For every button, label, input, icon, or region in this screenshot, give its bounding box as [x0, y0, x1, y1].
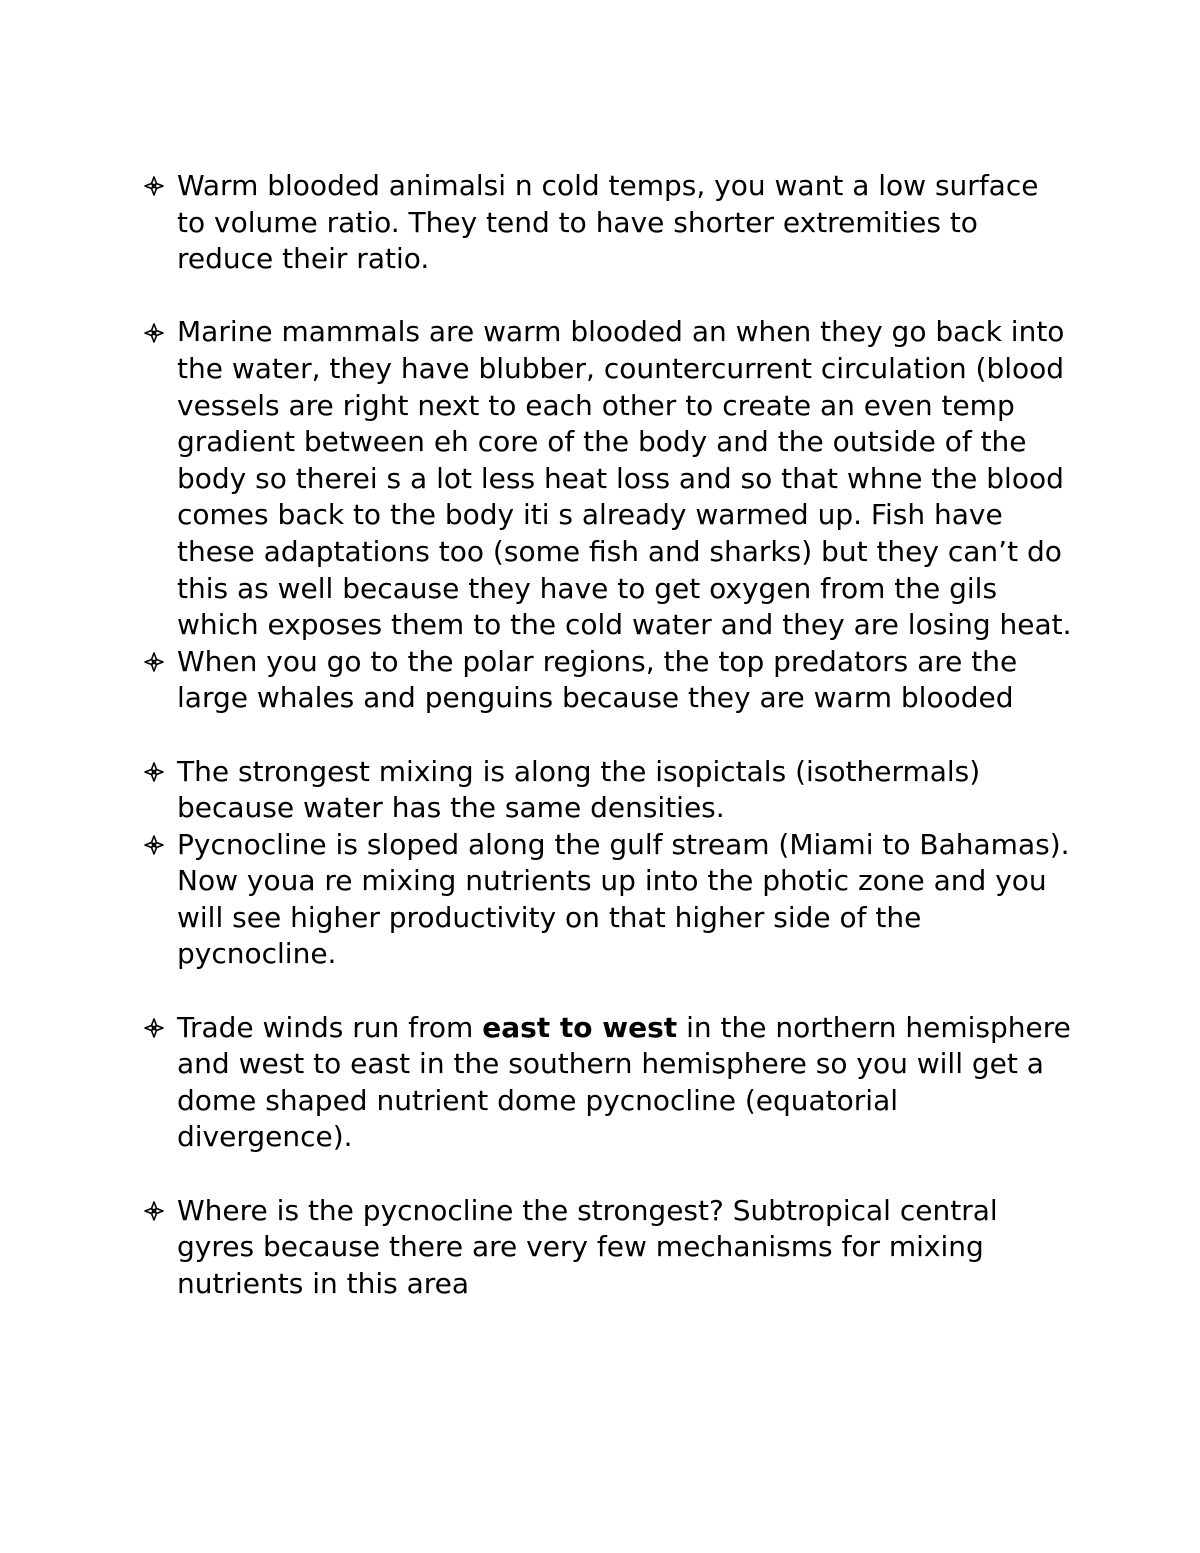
bullet-text-after: in the northern hemisphere and west to east in the southern hemisphere so you will get a dome shaped nutrient dome pycnocline (equatorial divergence).: [177, 1010, 1071, 1154]
list-item: [143, 754, 1073, 827]
bullet-list: [143, 168, 1073, 1302]
list-item: [143, 168, 1073, 278]
four-diamond-star-icon: [143, 314, 169, 351]
bullet-text: Where is the pycnocline the strongest? Subtropical central gyres because there are very few mechanisms for mixing nutrients in this area: [177, 1193, 998, 1300]
bullet-text: Warm blooded animalsi n cold temps, you want a low surface to volume ratio. They tend to have shorter extremities to reduce their ratio.: [177, 169, 1039, 276]
four-diamond-star-icon: [143, 1010, 169, 1047]
list-item: [143, 1193, 1073, 1303]
four-diamond-star-icon: [143, 168, 169, 205]
four-diamond-star-icon: [143, 827, 169, 864]
bullet-text: Pycnocline is sloped along the gulf stream (Miami to Bahamas). Now youa re mixing nutrients up into the photic zone and you will see higher productivity on that higher side of the pycnocline.: [177, 827, 1070, 971]
four-diamond-star-icon: [143, 754, 169, 791]
list-item: [143, 314, 1073, 643]
list-item: [143, 1010, 1073, 1156]
four-diamond-star-icon: [143, 1193, 169, 1230]
bullet-text: The strongest mixing is along the isopictals (isothermals) because water has the same densities.: [177, 754, 981, 825]
four-diamond-star-icon: [143, 644, 169, 681]
list-item: [143, 827, 1073, 973]
bullet-text-bold: east to west: [482, 1010, 678, 1044]
bullet-text-before: Trade winds run from: [177, 1010, 483, 1044]
bullet-text: When you go to the polar regions, the top predators are the large whales and penguins because they are warm blooded: [177, 644, 1018, 715]
list-item: [143, 644, 1073, 717]
bullet-text: Marine mammals are warm blooded an when they go back into the water, they have blubber, countercurrent circulation (blood vessels are right next to each other to create an even temp gradient between eh core of the body and the outside of the body so therei s a lot less heat loss and so that whne the blood comes back to the body iti s already warmed up. Fish have these adaptations too (some fish and sharks) but they can’t do this as well because they have to get oxygen from the gils which exposes them to the cold water and they are losing heat.: [177, 315, 1072, 642]
